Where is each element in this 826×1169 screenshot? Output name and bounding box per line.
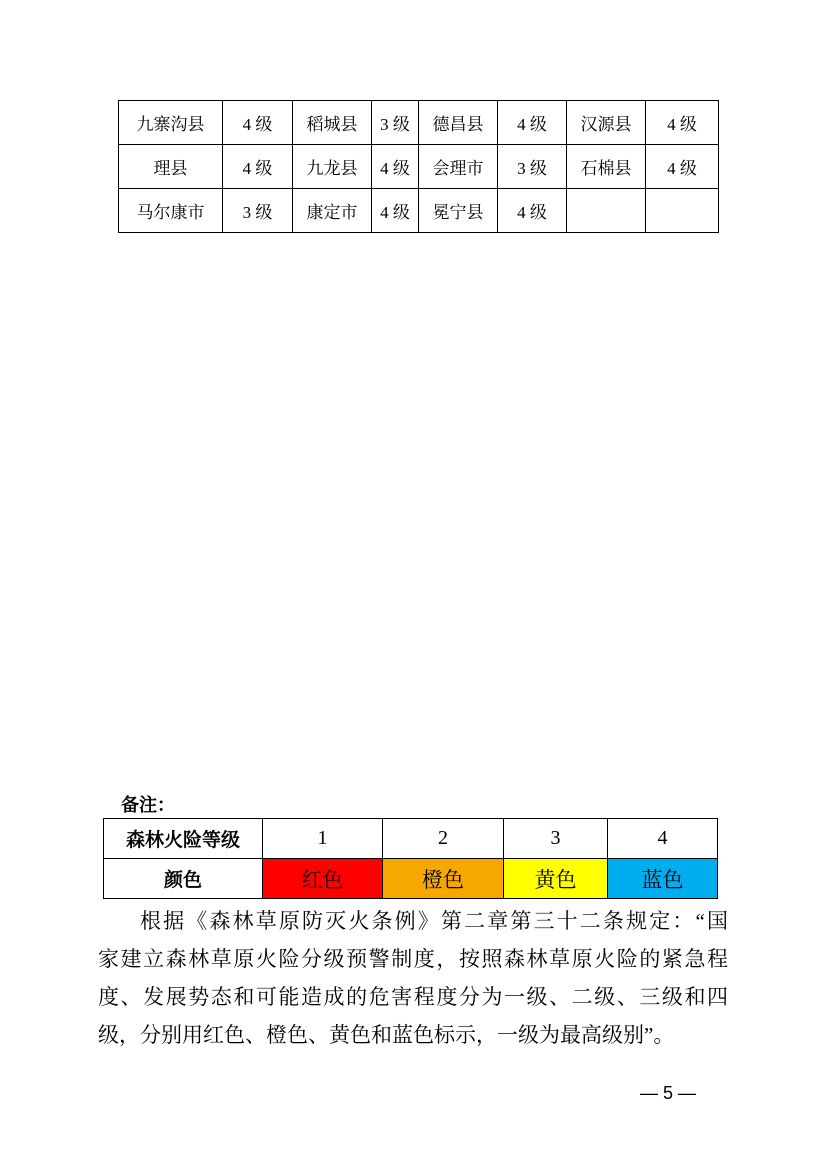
county-cell: 康定市 (293, 189, 372, 233)
risk-level-cell: 4 级 (498, 189, 567, 233)
risk-level-cell: 3 级 (372, 101, 419, 145)
color-cell-red: 红色 (263, 859, 383, 899)
county-risk-table (118, 100, 719, 233)
color-cell-yellow: 黄色 (504, 859, 608, 899)
risk-level-cell: 4 级 (372, 189, 419, 233)
risk-level-cell: 4 级 (646, 101, 719, 145)
county-cell: 九寨沟县 (119, 101, 223, 145)
paragraph-line: 家建立森林草原火险分级预警制度，按照森林草原火险的紧急程 (98, 947, 728, 971)
risk-level-cell: 4 级 (223, 101, 293, 145)
empty-cell (646, 189, 719, 233)
county-cell: 理县 (119, 145, 223, 189)
county-cell: 稻城县 (293, 101, 372, 145)
county-cell: 石棉县 (567, 145, 646, 189)
legend-level-2: 2 (383, 819, 504, 859)
regulation-paragraph (98, 902, 728, 1054)
risk-level-cell: 4 级 (372, 145, 419, 189)
legend-color-row (104, 859, 718, 899)
legend-level-1: 1 (263, 819, 383, 859)
risk-level-cell: 4 级 (646, 145, 719, 189)
paragraph-line: 根据《森林草原防灭火条例》第二章第三十二条规定：“国 (140, 909, 728, 933)
table-row (119, 189, 719, 233)
risk-level-cell: 4 级 (223, 145, 293, 189)
page-number: — 5 — (639, 1083, 696, 1103)
paragraph-line: 级，分别用红色、橙色、黄色和蓝色标示，一级为最高级别”。 (98, 1023, 675, 1047)
county-cell: 冕宁县 (419, 189, 498, 233)
legend-header-label: 森林火险等级 (104, 819, 263, 859)
county-cell: 德昌县 (419, 101, 498, 145)
county-cell: 马尔康市 (119, 189, 223, 233)
paragraph-line: 度、发展势态和可能造成的危害程度分为一级、二级、三级和四 (98, 985, 728, 1009)
table-row (119, 145, 719, 189)
risk-level-cell: 3 级 (498, 145, 567, 189)
color-cell-orange: 橙色 (383, 859, 504, 899)
county-cell: 会理市 (419, 145, 498, 189)
county-cell: 九龙县 (293, 145, 372, 189)
remarks-label: 备注： (121, 795, 175, 815)
risk-level-cell: 4 级 (498, 101, 567, 145)
legend-level-4: 4 (608, 819, 718, 859)
legend-level-row (104, 819, 718, 859)
county-cell: 汉源县 (567, 101, 646, 145)
legend-level-3: 3 (504, 819, 608, 859)
risk-level-cell: 3 级 (223, 189, 293, 233)
empty-cell (567, 189, 646, 233)
fire-risk-legend-table (103, 818, 718, 899)
table-row (119, 101, 719, 145)
color-cell-blue: 蓝色 (608, 859, 718, 899)
legend-color-label: 颜色 (104, 859, 263, 899)
